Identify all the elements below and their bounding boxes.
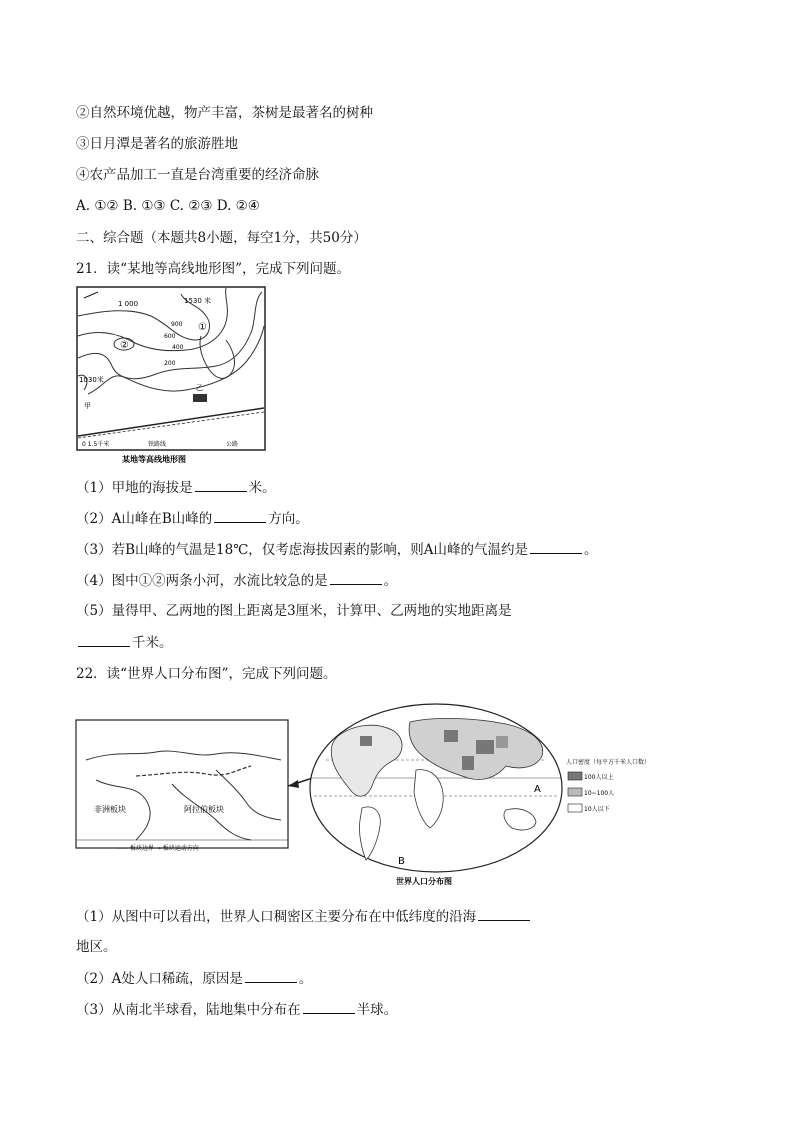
contour-map-caption: 某地等高线地形图 bbox=[122, 455, 186, 464]
contour-label-200: 200 bbox=[164, 360, 176, 367]
peak-label-1030: 1030米 bbox=[79, 376, 104, 384]
legend-low: 10人以下 bbox=[584, 806, 610, 813]
point-yi-label: 乙 bbox=[196, 384, 203, 392]
legend-swatch-low bbox=[568, 804, 582, 812]
answer-blank[interactable] bbox=[195, 478, 247, 492]
q22-part-1-text: （1）从图中可以看出，世界人口稠密区主要分布在中低纬度的沿海 bbox=[76, 909, 477, 925]
q21-part-2-text: （2）A山峰在B山峰的 bbox=[76, 511, 213, 527]
contour-label-400: 400 bbox=[172, 344, 184, 351]
contour-label-1000: 1 000 bbox=[118, 300, 139, 308]
q21-part-2-suffix: 方向。 bbox=[268, 511, 309, 527]
legend-high: 100人以上 bbox=[584, 774, 614, 781]
world-population-figure bbox=[76, 700, 651, 888]
legend-swatch-high bbox=[568, 772, 582, 780]
river-1-marker: ① bbox=[198, 322, 207, 333]
answer-blank[interactable] bbox=[478, 907, 530, 921]
q20-item-2: ②自然环境优越，物产丰富，茶树是最著名的树种 bbox=[76, 105, 373, 121]
contour-map bbox=[76, 286, 266, 466]
legend-mid: 10~100人 bbox=[584, 790, 615, 797]
world-map bbox=[310, 704, 562, 886]
legend-swatch-mid bbox=[568, 788, 582, 796]
q22-part-2-text: （2）A处人口稀疏，原因是 bbox=[76, 971, 243, 987]
q22-part-1 bbox=[76, 907, 532, 926]
q21-part-1-suffix: 米。 bbox=[248, 480, 276, 496]
legend-railway: 铁路线 bbox=[148, 441, 167, 448]
q21-part-2 bbox=[76, 509, 309, 528]
contour-map-figure bbox=[76, 286, 266, 466]
q21-part-4-text: （4）图中①②两条小河，水流比较急的是 bbox=[76, 573, 328, 589]
q22-part-3-text: （3）从南北半球看，陆地集中分布在 bbox=[76, 1002, 301, 1018]
q21-part-3-suffix: 。 bbox=[584, 542, 598, 558]
answer-blank[interactable] bbox=[214, 509, 266, 523]
q22-part-1-continued: 地区。 bbox=[76, 939, 117, 955]
q21-part-4 bbox=[76, 571, 397, 590]
q21-part-5: （5）量得甲、乙两地的图上距离是3厘米，计算甲、乙两地的实地距离是 bbox=[76, 603, 512, 619]
inset-africa-label: 非洲板块 bbox=[94, 805, 126, 814]
legend-road: 公路 bbox=[226, 441, 239, 448]
answer-blank[interactable] bbox=[245, 969, 297, 983]
map-scale: 0 1.5千米 bbox=[82, 441, 110, 448]
point-B-label: B bbox=[398, 856, 405, 867]
q21-part-4-suffix: 。 bbox=[383, 573, 398, 589]
contour-label-600: 600 bbox=[164, 333, 176, 340]
q22-part-2 bbox=[76, 969, 312, 988]
q21-part-1 bbox=[76, 478, 276, 497]
point-A-label: A bbox=[534, 784, 541, 795]
q21-part-3 bbox=[76, 540, 598, 559]
world-map-caption: 世界人口分布图 bbox=[396, 877, 452, 886]
point-jia-label: 甲 bbox=[84, 402, 91, 410]
world-population-map bbox=[76, 700, 651, 888]
q22-part-3-suffix: 半球。 bbox=[356, 1002, 398, 1018]
q22-stem: 22．读“世界人口分布图”，完成下列问题。 bbox=[76, 666, 337, 682]
q22-part-2-suffix: 。 bbox=[298, 971, 313, 987]
contour-label-900: 900 bbox=[171, 321, 183, 328]
legend-title: 人口密度（每平方千米人口数） bbox=[566, 759, 651, 766]
q21-part-1-text: （1）甲地的海拔是 bbox=[76, 480, 193, 496]
q21-part-5-suffix: 千米。 bbox=[132, 635, 173, 651]
plate-inset-map bbox=[76, 720, 288, 852]
pointer-arrow-icon bbox=[288, 780, 299, 788]
answer-blank[interactable] bbox=[530, 540, 582, 554]
inset-arabia-label: 阿拉伯板块 bbox=[184, 805, 224, 814]
river-2-marker: ② bbox=[120, 340, 129, 351]
section-2-heading: 二、综合题（本题共8小题，每空1分，共50分） bbox=[76, 230, 367, 246]
inset-legend: —— 板块边界 → 板块运动方向 bbox=[116, 845, 199, 852]
q20-item-4: ④农产品加工一直是台湾重要的经济命脉 bbox=[76, 167, 319, 183]
answer-blank[interactable] bbox=[330, 571, 382, 585]
q21-stem: 21．读“某地等高线地形图”，完成下列问题。 bbox=[76, 261, 350, 277]
q20-item-3: ③日月潭是著名的旅游胜地 bbox=[76, 136, 238, 152]
q22-part-3 bbox=[76, 1000, 397, 1019]
q20-options: A. ①② B. ①③ C. ②③ D. ②④ bbox=[76, 198, 260, 214]
answer-blank[interactable] bbox=[78, 633, 130, 647]
population-density-legend bbox=[566, 758, 650, 813]
answer-blank[interactable] bbox=[303, 1000, 355, 1014]
peak-label-1530: 1530 米 bbox=[184, 297, 212, 305]
q21-part-5-continued bbox=[76, 633, 173, 652]
q21-part-3-text: （3）若B山峰的气温是18℃，仅考虑海拔因素的影响，则A山峰的气温约是 bbox=[76, 542, 529, 558]
